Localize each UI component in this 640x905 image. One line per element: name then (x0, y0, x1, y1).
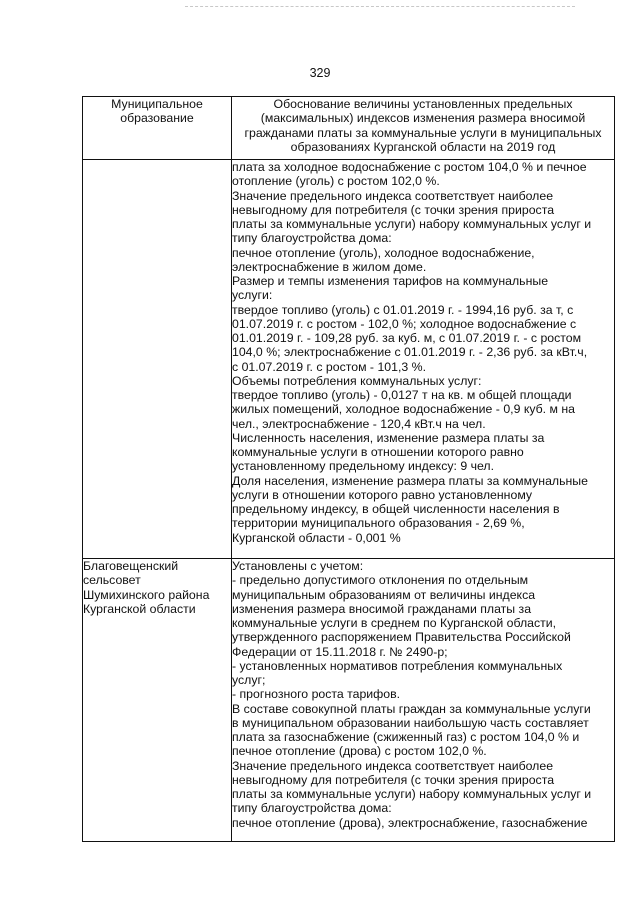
text-line: изменения размера вносимой гражданами платы за (232, 601, 532, 616)
municipality-name-line: Курганской области (83, 601, 196, 616)
text-line: установленному предельному индексу: 9 чел. (232, 459, 495, 474)
header-justification (232, 97, 615, 160)
text-line: В составе совокупной платы граждан за коммунальные услуги (232, 701, 591, 716)
text-line: - прогнозного роста тарифов. (232, 687, 401, 702)
text-line: Курганской области - 0,001 % (232, 530, 401, 545)
text-line: твердое топливо (уголь) с 01.01.2019 г. - 1994,16 руб. за т, с (232, 302, 574, 317)
header-line: образование (120, 111, 194, 126)
text-line: услуг; (232, 673, 266, 687)
text-line: Размер и темпы изменения тарифов на коммунальные (232, 274, 549, 288)
text-line: - предельно допустимого отклонения по отдельным (232, 573, 529, 588)
municipality-cell (83, 160, 232, 559)
header-line: Обоснование величины установленных предельных (273, 97, 573, 111)
justification-cell (232, 559, 615, 842)
municipality-name-line: сельсовет (83, 573, 141, 588)
municipality-cell (83, 559, 232, 842)
header-line: Муниципальное (111, 97, 203, 111)
table-header-row (83, 97, 615, 160)
text-line: предельному индексу, в общей численности населения в (232, 502, 560, 516)
text-line: территории муниципального образования - 2,69 %, (232, 516, 525, 531)
text-line: отопление (уголь) с ростом 102,0 %. (232, 174, 440, 189)
text-line: 01.07.2019 г. с ростом - 102,0 %; холодное водоснабжение с (232, 316, 577, 331)
text-line: утвержденного распоряжением Правительства Российской (232, 630, 571, 645)
text-line: в муниципальном образовании наибольшую часть составляет (232, 715, 589, 730)
text-line: Доля населения, изменение размера платы за коммунальные (232, 473, 588, 488)
text-line: твердое топливо (уголь) - 0,0127 т на кв. м общей площади (232, 388, 572, 402)
text-line: электроснабжение в жилом доме. (232, 259, 427, 274)
tariff-justification-table (82, 96, 615, 842)
table-row (83, 160, 615, 559)
table-row (83, 559, 615, 842)
text-line: Численность населения, изменение размера платы за (232, 430, 545, 445)
scan-edge-mark (185, 6, 575, 7)
text-line: услуги: (232, 288, 273, 303)
text-line: невыгодному для потребителя (с точки зрения прироста (232, 202, 555, 217)
municipality-name-line: Благовещенский (83, 559, 179, 573)
header-line: образованиях Курганской области на 2019 год (290, 139, 556, 154)
text-line: - установленных нормативов потребления коммунальных (232, 658, 563, 673)
header-line: (максимальных) индексов изменения размера вносимой (260, 111, 586, 126)
text-line: платы за коммунальные услуги) набору коммунальных услуг и (232, 787, 592, 801)
text-line: печное отопление (уголь), холодное водоснабжение, (232, 245, 535, 260)
page-number: 329 (309, 66, 331, 80)
text-line: печное отопление (дрова), электроснабжение, газоснабжение (232, 815, 588, 830)
text-line: Объемы потребления коммунальных услуг: (232, 373, 482, 388)
text-line: Установлены с учетом: (232, 559, 364, 573)
text-line: чел., электроснабжение - 120,4 кВт.ч на чел. (232, 416, 486, 431)
text-line: невыгодному для потребителя (с точки зрения прироста (232, 772, 555, 787)
text-line: услуги в отношении которого равно установленному (232, 487, 533, 502)
text-line: Федерации от 15.11.2018 г. № 2490-р; (232, 644, 448, 659)
text-line: типу благоустройства дома: (232, 801, 392, 816)
justification-cell (232, 160, 615, 559)
municipality-name-line: Шумихинского района (83, 587, 210, 602)
header-line: гражданами платы за коммунальные услуги в муниципальных (244, 125, 602, 140)
text-line: печное отопление (дрова) с ростом 102,0 %. (232, 744, 487, 759)
text-line: Значение предельного индекса соответствует наиболее (232, 758, 554, 773)
text-line: плата за газоснабжение (сжиженный газ) с ростом 104,0 % и (232, 730, 580, 744)
text-line: муниципальным образованиям от величины индекса (232, 587, 536, 602)
text-line: коммунальные услуги в среднем по Курганской области, (232, 616, 557, 630)
text-line: плата за холодное водоснабжение с ростом 104,0 % и печное (232, 160, 587, 174)
text-line: платы за коммунальные услуги) набору коммунальных услуг и (232, 217, 592, 231)
header-municipality (83, 97, 232, 160)
text-line: жилых помещений, холодное водоснабжение - 0,9 куб. м на (232, 402, 576, 417)
text-line: 104,0 %; электроснабжение с 01.01.2019 г. - 2,36 руб. за кВт.ч, (232, 345, 588, 360)
text-line: типу благоустройства дома: (232, 231, 392, 246)
text-line: с 01.07.2019 г. с ростом - 101,3 %. (232, 359, 426, 374)
text-line: Значение предельного индекса соответствует наиболее (232, 188, 554, 203)
text-line: коммунальные услуги в отношении которого равно (232, 445, 524, 459)
text-line: 01.01.2019 г. - 109,28 руб. за куб. м, с 01.07.2019 г. - с ростом (232, 331, 582, 345)
